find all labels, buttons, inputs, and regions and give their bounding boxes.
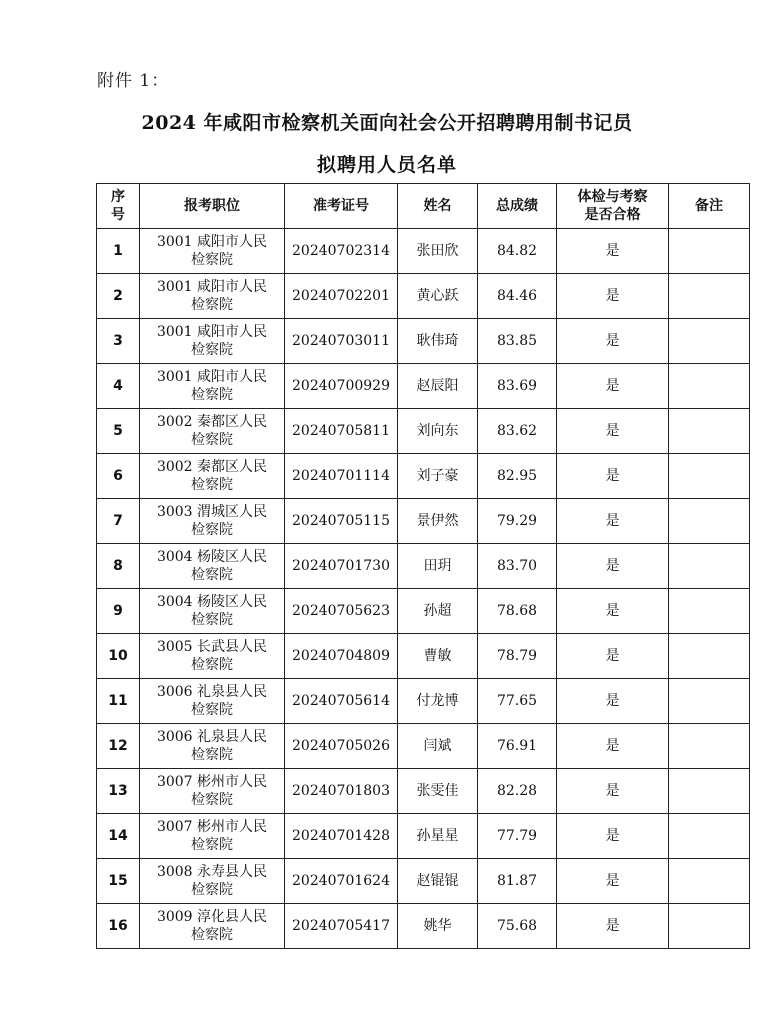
row-name: 孙超 (398, 589, 478, 634)
row-remark (669, 859, 750, 904)
row-name: 田玥 (398, 544, 478, 589)
row-no: 9 (97, 589, 140, 634)
row-exam-no: 20240705623 (285, 589, 398, 634)
header-position: 报考职位 (140, 184, 285, 229)
header-remark: 备注 (669, 184, 750, 229)
row-position (140, 499, 285, 544)
row-exam-no: 20240700929 (285, 364, 398, 409)
row-exam-no: 20240701114 (285, 454, 398, 499)
row-position-text: 3001 咸阳市人民检察院 (156, 234, 268, 268)
table-row (97, 724, 750, 769)
row-score: 84.82 (478, 229, 557, 274)
row-remark (669, 229, 750, 274)
row-position-text: 3002 秦都区人民检察院 (156, 414, 268, 448)
row-position-text: 3005 长武县人民检察院 (156, 639, 268, 673)
table-row (97, 319, 750, 364)
row-position (140, 634, 285, 679)
row-exam-no: 20240704809 (285, 634, 398, 679)
row-exam-no: 20240703011 (285, 319, 398, 364)
document-title: 2024 年咸阳市检察机关面向社会公开招聘聘用制书记员 (141, 112, 633, 134)
row-qualified: 是 (557, 589, 669, 634)
row-name: 黄心跃 (398, 274, 478, 319)
row-score: 82.95 (478, 454, 557, 499)
table-row (97, 544, 750, 589)
table-row (97, 409, 750, 454)
row-no: 13 (97, 769, 140, 814)
row-no: 3 (97, 319, 140, 364)
row-qualified: 是 (557, 679, 669, 724)
row-exam-no: 20240701428 (285, 814, 398, 859)
row-no: 8 (97, 544, 140, 589)
row-name: 姚华 (398, 904, 478, 949)
table-header-row (97, 184, 750, 229)
row-name: 闫斌 (398, 724, 478, 769)
row-remark (669, 904, 750, 949)
row-remark (669, 589, 750, 634)
row-no: 6 (97, 454, 140, 499)
row-position (140, 544, 285, 589)
row-score: 78.68 (478, 589, 557, 634)
row-position-text: 3008 永寿县人民检察院 (156, 864, 268, 898)
row-score: 82.28 (478, 769, 557, 814)
row-remark (669, 274, 750, 319)
row-exam-no: 20240701624 (285, 859, 398, 904)
row-exam-no: 20240705614 (285, 679, 398, 724)
row-name: 刘子豪 (398, 454, 478, 499)
row-name: 赵锟锟 (398, 859, 478, 904)
row-position-text: 3004 杨陵区人民检察院 (156, 549, 268, 583)
row-score: 75.68 (478, 904, 557, 949)
table-row (97, 364, 750, 409)
row-score: 83.62 (478, 409, 557, 454)
row-no: 14 (97, 814, 140, 859)
table-row (97, 274, 750, 319)
row-exam-no: 20240702201 (285, 274, 398, 319)
row-qualified: 是 (557, 274, 669, 319)
header-score: 总成绩 (478, 184, 557, 229)
row-position (140, 454, 285, 499)
row-remark (669, 319, 750, 364)
row-no: 2 (97, 274, 140, 319)
row-remark (669, 769, 750, 814)
row-name: 赵辰阳 (398, 364, 478, 409)
row-remark (669, 814, 750, 859)
row-exam-no: 20240705026 (285, 724, 398, 769)
row-position-text: 3002 秦都区人民检察院 (156, 459, 268, 493)
table-row (97, 859, 750, 904)
row-qualified: 是 (557, 814, 669, 859)
candidate-table (96, 183, 750, 949)
row-position (140, 589, 285, 634)
row-no: 16 (97, 904, 140, 949)
row-no: 11 (97, 679, 140, 724)
row-score: 83.70 (478, 544, 557, 589)
table-row (97, 229, 750, 274)
row-qualified: 是 (557, 319, 669, 364)
row-qualified: 是 (557, 229, 669, 274)
row-score: 79.29 (478, 499, 557, 544)
row-no: 4 (97, 364, 140, 409)
row-name: 付龙博 (398, 679, 478, 724)
row-name: 耿伟琦 (398, 319, 478, 364)
row-name: 张田欣 (398, 229, 478, 274)
row-qualified: 是 (557, 364, 669, 409)
row-name: 孙星星 (398, 814, 478, 859)
row-score: 83.85 (478, 319, 557, 364)
row-name: 景伊然 (398, 499, 478, 544)
row-no: 10 (97, 634, 140, 679)
row-position-text: 3001 咸阳市人民检察院 (156, 369, 268, 403)
row-position (140, 274, 285, 319)
row-qualified: 是 (557, 409, 669, 454)
table-row (97, 454, 750, 499)
row-position-text: 3003 渭城区人民检察院 (156, 504, 268, 538)
row-position-text: 3004 杨陵区人民检察院 (156, 594, 268, 628)
row-position (140, 319, 285, 364)
row-score: 77.65 (478, 679, 557, 724)
row-name: 曹敏 (398, 634, 478, 679)
header-qualified: 体检与考察是否合格 (557, 184, 669, 229)
row-score: 77.79 (478, 814, 557, 859)
header-no: 序号 (97, 184, 140, 229)
row-position (140, 724, 285, 769)
row-qualified: 是 (557, 859, 669, 904)
row-no: 15 (97, 859, 140, 904)
row-no: 5 (97, 409, 140, 454)
header-exam-no: 准考证号 (285, 184, 398, 229)
row-position (140, 679, 285, 724)
row-position-text: 3007 彬州市人民检察院 (156, 774, 268, 808)
row-qualified: 是 (557, 904, 669, 949)
row-no: 1 (97, 229, 140, 274)
row-score: 78.79 (478, 634, 557, 679)
row-no: 12 (97, 724, 140, 769)
table-row (97, 814, 750, 859)
row-remark (669, 544, 750, 589)
row-exam-no: 20240705811 (285, 409, 398, 454)
row-position (140, 229, 285, 274)
row-remark (669, 409, 750, 454)
row-position-text: 3006 礼泉县人民检察院 (156, 729, 268, 763)
row-position (140, 814, 285, 859)
row-score: 83.69 (478, 364, 557, 409)
row-score: 81.87 (478, 859, 557, 904)
row-exam-no: 20240701730 (285, 544, 398, 589)
row-qualified: 是 (557, 544, 669, 589)
document-subtitle: 拟聘用人员名单 (316, 154, 457, 176)
table-row (97, 769, 750, 814)
row-qualified: 是 (557, 769, 669, 814)
attachment-label: 附件 1： (97, 71, 170, 91)
row-remark (669, 724, 750, 769)
row-position (140, 859, 285, 904)
row-position-text: 3007 彬州市人民检察院 (156, 819, 268, 853)
table-body (97, 229, 750, 949)
row-score: 76.91 (478, 724, 557, 769)
table-row (97, 634, 750, 679)
row-exam-no: 20240702314 (285, 229, 398, 274)
row-position (140, 409, 285, 454)
row-name: 张雯佳 (398, 769, 478, 814)
row-exam-no: 20240705115 (285, 499, 398, 544)
header-name: 姓名 (398, 184, 478, 229)
row-remark (669, 634, 750, 679)
row-position (140, 769, 285, 814)
row-exam-no: 20240705417 (285, 904, 398, 949)
row-no: 7 (97, 499, 140, 544)
table-row (97, 589, 750, 634)
row-remark (669, 364, 750, 409)
table-row (97, 679, 750, 724)
row-position-text: 3009 淳化县人民检察院 (156, 909, 268, 943)
row-qualified: 是 (557, 454, 669, 499)
row-qualified: 是 (557, 724, 669, 769)
row-qualified: 是 (557, 499, 669, 544)
row-position (140, 364, 285, 409)
row-position-text: 3006 礼泉县人民检察院 (156, 684, 268, 718)
row-qualified: 是 (557, 634, 669, 679)
row-exam-no: 20240701803 (285, 769, 398, 814)
row-position (140, 904, 285, 949)
row-position-text: 3001 咸阳市人民检察院 (156, 324, 268, 358)
row-position-text: 3001 咸阳市人民检察院 (156, 279, 268, 313)
row-remark (669, 454, 750, 499)
table-row (97, 499, 750, 544)
table-row (97, 904, 750, 949)
row-remark (669, 499, 750, 544)
row-name: 刘向东 (398, 409, 478, 454)
row-remark (669, 679, 750, 724)
row-score: 84.46 (478, 274, 557, 319)
